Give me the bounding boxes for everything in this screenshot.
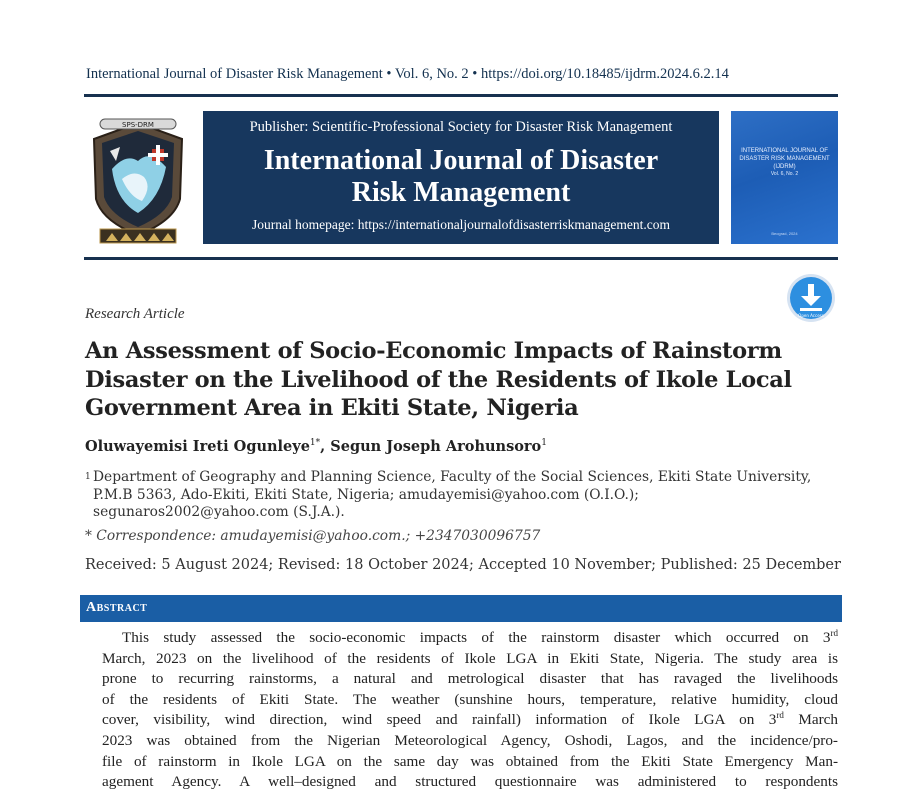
ordinal-suffix: rd [776, 710, 784, 721]
abstract-line: agement Agency. A well–designed and structured questionnaire was administered to respondents [102, 773, 838, 791]
abstract-text [102, 628, 838, 793]
abstract-line: of the residents of Ekiti State. The weather (sunshine hours, temperature, relative humidity, cloud [102, 690, 838, 708]
header-rule-top [84, 94, 838, 97]
header-rule-bottom [84, 257, 838, 260]
journal-homepage-link[interactable]: Journal homepage: https://internationaljournalofdisasterriskmanagement.com [251, 217, 670, 232]
author-affil-marker: 1* [309, 438, 321, 449]
abstract-line-text: cover, visibility, wind direction, wind speed and rainfall) information of Ikole LGA on 3 [102, 711, 777, 729]
abstract-line: 2023 was obtained from the Nigerian Meteorological Agency, Oshodi, Lagos, and the incidence/pro- [102, 731, 838, 749]
abstract-line-text: March [783, 711, 838, 729]
abstract-heading-bar [80, 595, 842, 622]
author-name[interactable]: Oluwayemisi Ireti Ogunleye [85, 438, 310, 455]
affiliation-text: Department of Geography and Planning Science, Faculty of the Social Sciences, Ekiti State University, P.M.B 5363, Ado-Ekiti, Ekiti State, Nigeria; amudayemisi@yahoo.com (O.I.O.); segunaros2002@yahoo.com (S.J.A.). [93, 469, 812, 520]
affiliation-index: 1 [85, 472, 91, 482]
abstract-line [102, 710, 838, 731]
journal-title-line1: International Journal of Disaster [263, 145, 659, 176]
author-affil-marker: 1 [541, 438, 547, 449]
correspondence: * Correspondence: amudayemisi@yahoo.com.; +2347030096757 [85, 528, 541, 544]
affiliation [85, 469, 835, 522]
article-type: Research Article [85, 306, 185, 322]
abstract-heading: Abstract [86, 600, 148, 615]
author-separator: , [320, 438, 331, 455]
abstract-line: prone to recurring rainstorms, a natural and metrological disaster that has ravaged the livelihoods [102, 670, 838, 688]
journal-title-line2: Risk Management [351, 177, 571, 208]
abstract-line: file of rainstorm in Ikole LGA on the same day was obtained from the Ekiti State Emergency Man- [102, 752, 838, 770]
cover-foot: Beograd, 2024 [771, 231, 798, 236]
cover-title: INTERNATIONAL JOURNAL OF DISASTER RISK MANAGEMENT (IJDRM) [739, 148, 830, 170]
cover-volume: Vol. 6, No. 2 [770, 171, 799, 177]
author-name[interactable]: Segun Joseph Arohunsoro [330, 438, 542, 455]
abstract-line: March, 2023 on the livelihood of the residents of Ikole LGA in Ekiti State, Nigeria. The study area is [102, 649, 838, 667]
running-head[interactable]: International Journal of Disaster Risk Management • Vol. 6, No. 2 • https://doi.org/10.18485/ijdrm.2024.6.2.14 [86, 66, 729, 82]
author-list [85, 438, 547, 455]
ordinal-suffix: rd [830, 627, 838, 638]
journal-cover-image [731, 111, 838, 244]
journal-title [203, 145, 719, 209]
journal-banner [203, 111, 719, 244]
article-dates: Received: 5 August 2024; Revised: 18 October 2024; Accepted 10 November; Published: 25 December [85, 557, 841, 573]
abstract-line-text: This study assessed the socio-economic impacts of the rainstorm disaster which occurred on 3 [122, 629, 831, 646]
society-logo [86, 109, 190, 247]
open-access-download-icon[interactable] [786, 273, 836, 323]
logo-ribbon-text: SPS-DRM [122, 121, 154, 129]
publisher-line: Publisher: Scientific-Professional Society for Disaster Risk Management [249, 119, 673, 135]
article-title: An Assessment of Socio-Economic Impacts of Rainstorm Disaster on the Livelihood of the Residents of Ikole Local Government Area in Ekiti State, Nigeria [85, 338, 792, 421]
open-access-label: Open Access [798, 313, 824, 318]
abstract-line [102, 628, 838, 649]
